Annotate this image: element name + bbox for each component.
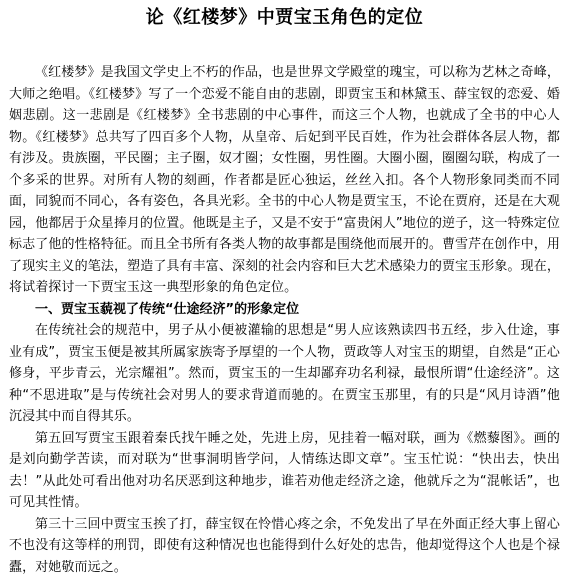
- intro-paragraph: 《红楼梦》是我国文学史上不朽的作品，也是世界文学殿堂的瑰宝，可以称为艺林之奇峰，大师之绝唱。《红楼梦》写了一个恋爱不能自由的悲剧，即贾宝玉和林黛玉、薛宝钗的恋爱、婚姻悲剧。这一悲剧是《红楼梦》全书悲剧的中心事件，而这三个人物，也就成了全书的中心人物。《红楼梦》总共写了四百多个人物，从皇帝、后妃到平民百姓，作为社会群体各层人物，都有涉及。贵族圈，平民圈；主子圈，奴才圈；女性圈，男性圈。大圈小圈，圈圈勾联，构成了一个多采的世界。对所有人物的刻画，作者都是匠心独运，丝丝入扣。各个人物形象同类而不同面，同貌而不同心，各有姿色，各具光彩。全书的中心人物是贾宝玉，不论在贾府，还是在大观园，他都居于众星捧月的位置。他既是主子，又是不安于“富贵闲人”地位的逆子，这一特殊定位标志了他的性格特征。而且全书所有各类人物的故事都是围绕他而展开的。曹雪芹在创作中，用了现实主义的笔法，塑造了具有丰富、深刻的社会内容和巨大艺术感染力的贾宝玉形象。现在，将试着探讨一下贾宝玉这一典型形象的角色定位。: [9, 62, 560, 299]
- document-title: 论《红楼梦》中贾宝玉角色的定位: [9, 6, 560, 30]
- body-paragraph-1: 在传统社会的规范中，男子从小便被灌输的思想是“男人应该熟读四书五经，步入仕途，事业有成”，贾宝玉便是被其所属家族寄予厚望的一个人物，贾政等人对宝玉的期望，自然是“正心修身，平步青云，光宗耀祖”。然而，贾宝玉的一生却鄙弃功名利禄，最恨所谓“仕途经济”。这种“不思进取”是与传统社会对男人的要求背道而驰的。在贾宝玉那里，有的只是“风月诗酒”他沉浸其中而自得其乐。: [9, 320, 560, 428]
- document-body: [9, 62, 560, 578]
- body-paragraph-3: 第三十三回中贾宝玉挨了打，薛宝钗在怜惜心疼之余，不免发出了早在外面正经大事上留心不也没有这等样的刑罚，即使有这种情况也也能得到什么好处的忠告，他却觉得这个人也是个禄蠹，对她敬而远之。: [9, 514, 560, 578]
- section-heading: 一、贾宝玉藐视了传统“仕途经济”的形象定位: [9, 299, 560, 321]
- body-paragraph-2: 第五回写贾宝玉跟着秦氏找午睡之处，先进上房，见挂着一幅对联，画为《燃藜图》。画的是刘向勤学苦读，而对联为“世事洞明皆学问，人情练达即文章”。宝玉忙说：“快出去，快出去！”从此处可看出他对功名厌恶到这种地步，谁若劝他走经济之途，他就斥之为“混帐话”，也可见其性情。: [9, 428, 560, 514]
